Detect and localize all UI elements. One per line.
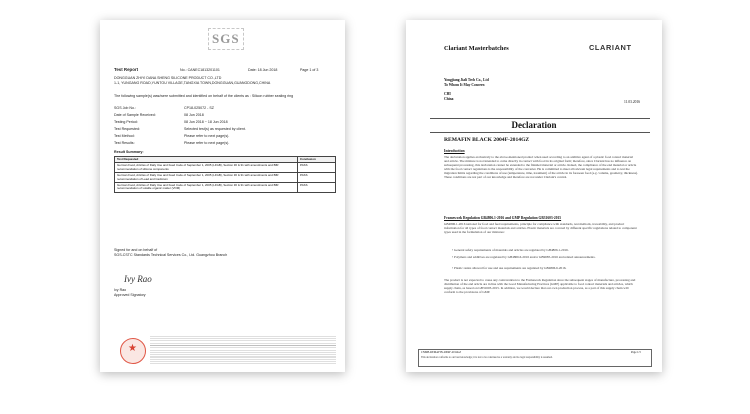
address-line: China [444,97,454,101]
company-name: DONGGUAN ZHIYI DANA SHENG SILICONE PRODUCT CO.,LTD [114,76,222,80]
table-cell: German Food, Articles of Daily Use and Feed Code of September 1, 2005 (LFGB), Section 30 & 31 with amendments and BfR recommendation of silicone components [115,163,298,173]
address-line: CHI [444,92,451,96]
field-value: Please refer to next page(s). [184,134,230,138]
field-value: CP18-025072 - SZ [184,106,214,110]
table-cell: German Food, Articles of Daily Use and Feed Code of September 1, 2005 (LFGB), Section 30 & 31 with amendments and BfR recommendation of Lead and Cadmium [115,173,298,183]
report-page: Page 1 of 3 [300,68,319,72]
table-header: Conclusion [298,157,336,163]
framework-paragraph: GB4806.1-2016 national for food and feed requirements, principle for compliance with standards, test methods, traceability, and product information for all types of food contact materials and articles. Plastic materials are covered by different specific regulations related to component types used in the formulation of our mixtures: [444,222,637,235]
report-date: Date: 18 Jun 2018 [248,68,278,72]
field-value: Selected test(s) as requested by client. [184,127,246,131]
table-cell: German Food, Articles of Daily Use and Feed Code of September 1, 2005 (LFGB), Section 30 & 31 with amendments and BfR recommendation of volatile organic matter (VOM) [115,183,298,193]
signed-org: SGS-CSTC Standards Technical Services Co., Ltd. Guangzhou Branch [114,253,228,257]
table-cell: PASS [298,173,336,183]
signer-name: Ivy Rao [114,288,127,292]
sgs-logo: SGS [212,31,240,46]
sgs-test-report-document [100,20,345,372]
field-label: Test Method: [114,134,135,138]
bullet-item: • Plastic resins allowed for use and use requirements are regulated by GB4806.6-2016. [452,266,567,270]
bullet-text: Polymers and additives are regulated by GB4806.6-2016 and/or GB9685-2016 and related announcements. [453,255,596,259]
signer-title: Approved Signatory [114,293,146,297]
clariant-logo: CLARIANT [589,43,632,52]
table-row [115,183,336,193]
field-value: 08 Jun 2018 [184,113,204,117]
signature: Ivy Rao [124,274,152,284]
sample-statement: The following sample(s) was/were submitted and identified on behalf of the clients as : Silicon rubber sealing ring [114,94,294,98]
declaration-date: 11.03.2016 [624,100,641,104]
bullet-text: Plastic resins allowed for use and use requirements are regulated by GB4806.6-2016. [453,266,567,270]
company-address: 1-1, YUNGANG ROAD,YUNTOU VILLAGE,TANGXIA TOWN,DONGGUAN,GUANGDONG,CHINA [114,81,271,85]
address-line: Yongjiang Jiali Tech Co., Ltd [444,78,489,82]
clariant-declaration-document [406,20,662,372]
field-value: Please refer to next page(s). [184,141,230,145]
footer-page: Page 1/3 [631,351,641,354]
bullet-text: General safety requirements of materials and articles are regulated by GB4806.1-2016. [453,248,569,252]
closing-paragraph: The product is not expected to cause any contravention to the Framework Regulation since the subsequent stages of manufacture, processing and distribution of the end article are in line with the Good Manufacturing Practices (GMP) applicable to food contact materials and articles, which supply chain, as based on GB31603-2015. In addition, we would declare that our own production process, as a part of this supply chain will conform to the provisions of GMP. [444,278,636,295]
field-label: SGS Job No.: [114,106,136,110]
intro-paragraph: The declaration applies exclusively to the above-mentioned product when used according to an additive agent of a plastic food contact material and article. The mixture is not intended to come directly in contact with food in its original form; therefore, since Clariant has no influence on subsequent processing, this declaration cannot be extended to the finished material or article. Indeed, the compliance of the end material or article with the food contact regulations is the responsibility of the converter. He is committed to meet all relevant legal requirements and to test the migration limits regarding the conditions of use (temperature, time, treatment) of the article in its foreseen food (e.g. volume, geometry, thickness). These conditions are not part of our knowledge and therefore are not under Clariant's control. [444,155,638,180]
field-label: Test Results: [114,141,135,145]
summary-label: Result Summary: [114,150,144,154]
report-number: No.: CANEC1813201101 [180,68,220,72]
intro-heading: Introduction [444,149,465,153]
seal-stamp-icon [120,338,146,364]
footer-code: CNMB-REMAFIN-2004F-2014GZ [421,351,462,354]
table-row [115,163,336,173]
bullet-item: • General safety requirements of materials and articles are regulated by GB4806.1-2016. [452,248,569,252]
divider [430,132,650,133]
table-row [115,173,336,183]
report-title: Test Report [114,67,139,72]
table-cell: PASS [298,183,336,193]
field-label: Test Requested: [114,127,140,131]
table-cell: PASS [298,163,336,173]
divider [430,118,650,119]
table-header: Test Requested [115,157,298,163]
field-label: Testing Period: [114,120,138,124]
product-name: REMAFIN BLACK 2004F-2014GZ [444,137,530,143]
fine-print-block [150,336,336,366]
header-company: Clariant Masterbatches [444,45,509,52]
bullet-item: • Polymers and additives are regulated by GB4806.6-2016 and/or GB9685-2016 and related announcements. [452,255,596,259]
address-line: To Whom It May Concern [444,83,485,87]
field-label: Date of Sample Received: [114,113,156,117]
signed-line: Signed for and on behalf of [114,248,158,252]
framework-heading: Framework Regulation GB4806.1-2016 and GMP Regulation GB31603-2015 [444,216,562,220]
declaration-banner: Declaration [511,120,557,130]
result-summary-table [114,156,336,193]
field-value: 08 Jun 2018 ~ 18 Jun 2018 [184,120,228,124]
footer-box [418,349,652,367]
footer-note: This declaration conforms to our best knowledge; it is not to be construed as a warranty and no legal responsibility is assumed. [421,356,553,359]
